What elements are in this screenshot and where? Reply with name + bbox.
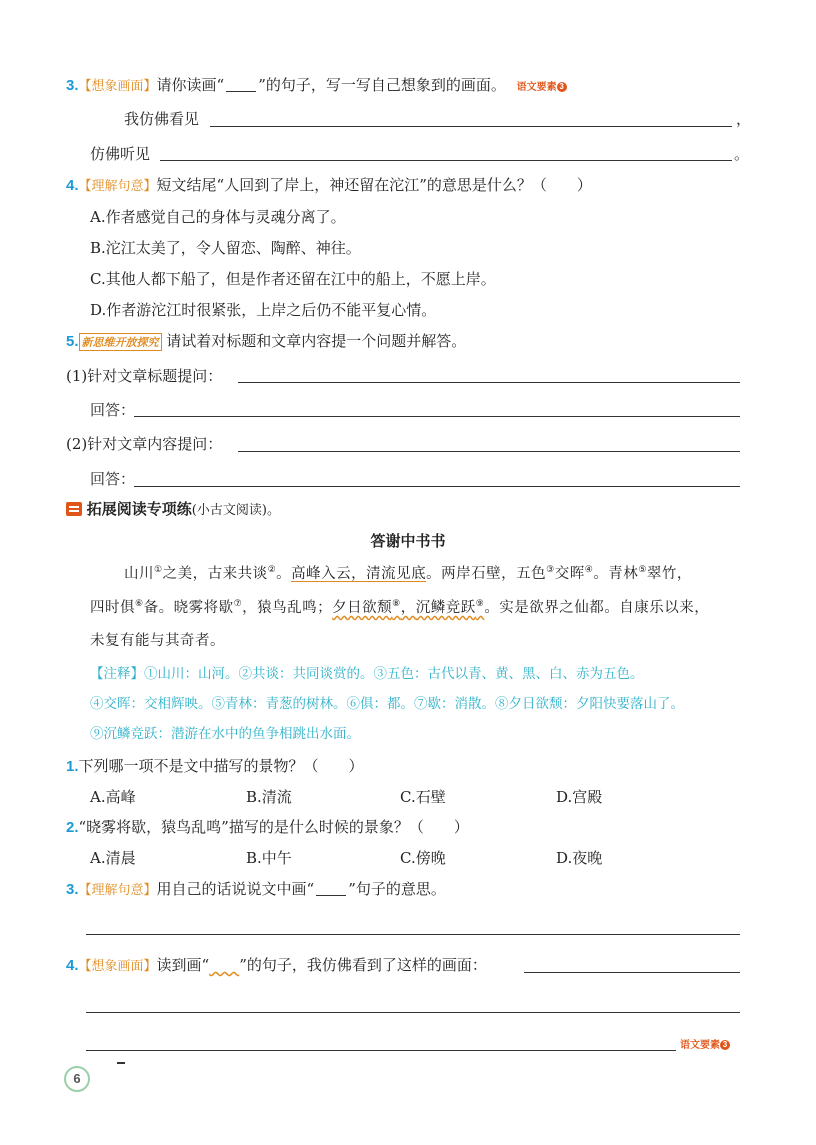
page-number: 6	[64, 1066, 90, 1092]
section-2-icon	[66, 502, 82, 516]
b4-answer-line-1[interactable]	[524, 972, 740, 973]
b1-option-b[interactable]: B.清流	[246, 788, 292, 806]
q5-badge: 新思维开放探究	[79, 333, 162, 351]
footer-dash	[117, 1062, 125, 1064]
passage-title: 答谢中书书	[370, 533, 446, 550]
q3-number: 3.	[66, 77, 79, 94]
b2-option-a[interactable]: A.清晨	[90, 849, 136, 867]
b3-number: 3.	[66, 881, 79, 898]
q5-p1-answer-label: 回答：	[90, 401, 136, 419]
q5-p2-answer-line[interactable]	[134, 486, 740, 487]
section-2-subtitle: (小古文阅读)。	[191, 503, 280, 518]
b3-prompt	[66, 878, 446, 899]
b1-option-c[interactable]: C.石壁	[400, 788, 446, 806]
b3-text-a: 用自己的话说说文中画“	[156, 880, 315, 898]
q3-tag: 【想象画面】	[78, 78, 157, 93]
q4-tag: 【理解句意】	[78, 178, 157, 193]
b4-number: 4.	[66, 957, 79, 974]
q4-text: 短文结尾“人回到了岸上，神还留在沱江”的意思是什么？（ ）	[156, 176, 592, 194]
passage-wavy-1: 夕日欲颓	[332, 600, 393, 616]
q3-answer-line-1[interactable]	[210, 126, 732, 127]
passage-wavy-2: 沉鳞竞跃	[415, 600, 476, 616]
passage-line-2: 四时俱⑥备。晓雾将歇⑦，猿鸟乱鸣；夕日欲颓⑧，沉鳞竞跃⑨。实是欲界之仙都。自康乐以来，	[90, 599, 710, 616]
b1-text: 下列哪一项不是文中描写的景物？（ ）	[78, 757, 364, 775]
note-line-1: 【注释】①山川：山河。②共谈：共同谈赏的。③五色：古代以青、黄、黑、白、赤为五色。	[90, 666, 644, 682]
q3-line1-label: 我仿佛看见	[124, 110, 200, 128]
b2-prompt	[66, 816, 469, 837]
b2-text: “晓雾将歇，猿鸟乱鸣”描写的是什么时候的景象？（ ）	[78, 818, 469, 836]
q3-prompt	[66, 74, 567, 95]
b2-number: 2.	[66, 819, 79, 836]
q5-p2-answer-label: 回答：	[90, 470, 136, 488]
b3-text-b: ”句子的意思。	[348, 880, 446, 898]
b3-answer-line[interactable]	[86, 934, 740, 935]
q5-number: 5.	[66, 333, 79, 350]
q4-option-b[interactable]: B.沱江太美了，令人留恋、陶醉、神往。	[90, 239, 361, 257]
section-2-title: 拓展阅读专项练	[86, 501, 192, 518]
passage-line-3: 未复有能与其奇者。	[90, 633, 225, 649]
b1-option-a[interactable]: A.高峰	[90, 788, 136, 806]
b3-blank-mark	[316, 895, 346, 896]
section-2-header	[66, 498, 280, 519]
b1-number: 1.	[66, 758, 79, 775]
b2-option-b[interactable]: B.中午	[246, 849, 292, 867]
b3-tag: 【理解句意】	[78, 882, 157, 897]
q3-line2-label: 仿佛听见	[90, 145, 151, 163]
b4-prompt	[66, 954, 487, 975]
b2-option-c[interactable]: C.傍晚	[400, 849, 446, 867]
b2-option-d[interactable]: D.夜晚	[556, 849, 603, 867]
b4-requirement-badge: 语文要素 3	[680, 1036, 730, 1051]
q3-answer-line-2[interactable]	[160, 160, 732, 161]
note-line-3: ⑨沉鳞竞跃：潜游在水中的鱼争相跳出水面。	[90, 726, 360, 742]
q5-text: 请试着对标题和文章内容提一个问题并解答。	[166, 332, 467, 350]
b4-text-b: ”的句子，我仿佛看到了这样的画面：	[239, 956, 487, 974]
q3-blank-mark	[226, 91, 256, 92]
passage-underlined-sentence: 高峰入云，清流见底	[291, 566, 427, 582]
q5-p1-label: (1)针对文章标题提问：	[66, 367, 223, 385]
q5-p1-line[interactable]	[238, 382, 740, 383]
q3-text-a: 请你读画“	[156, 76, 225, 94]
b1-option-d[interactable]: D.宫殿	[556, 788, 603, 806]
q5-p1-answer-line[interactable]	[134, 416, 740, 417]
b4-tag: 【想象画面】	[78, 958, 157, 973]
q3-line2-end: 。	[734, 145, 750, 163]
b4-answer-line-2[interactable]	[86, 1012, 740, 1013]
q4-option-a[interactable]: A.作者感觉自己的身体与灵魂分离了。	[90, 208, 346, 226]
q3-line1-end: ，	[736, 110, 752, 128]
q3-text-b: ”的句子，写一写自己想象到的画面。	[258, 76, 506, 94]
b1-prompt	[66, 755, 364, 776]
b4-text-a: 读到画“	[156, 956, 210, 974]
q5-prompt	[66, 330, 466, 351]
q5-p2-label: (2)针对文章内容提问：	[66, 435, 223, 453]
q4-option-c[interactable]: C.其他人都下船了，但是作者还留在江中的船上，不愿上岸。	[90, 270, 496, 288]
b4-wavy-mark	[209, 956, 239, 974]
q4-number: 4.	[66, 177, 79, 194]
q4-prompt	[66, 174, 592, 195]
b4-answer-line-3[interactable]	[86, 1050, 676, 1051]
q5-p2-line[interactable]	[238, 451, 740, 452]
q4-option-d[interactable]: D.作者游沱江时很紧张，上岸之后仍不能平复心情。	[90, 301, 437, 319]
passage-line-1: 山川①之美，古来共谈②。高峰入云，清流见底。两岸石壁，五色③交晖④。青林⑤翠竹，	[124, 565, 692, 582]
note-line-2: ④交晖：交相辉映。⑤青林：青葱的树林。⑥俱：都。⑦歇：消散。⑧夕日欲颓：夕阳快要落山了。	[90, 696, 684, 712]
q3-requirement-badge: 语文要素 3	[517, 82, 567, 93]
